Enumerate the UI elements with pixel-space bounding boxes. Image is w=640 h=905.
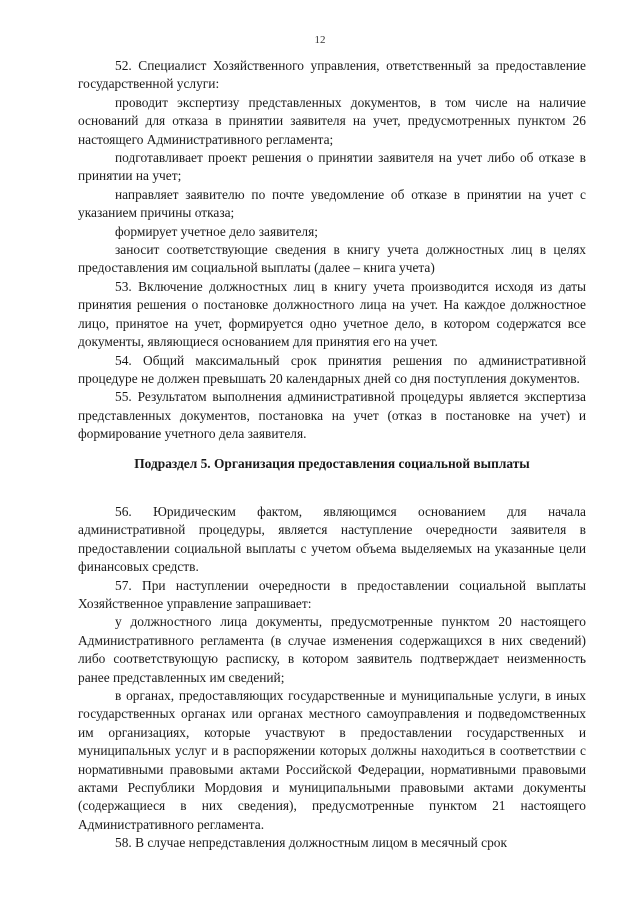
page-number: 12	[314, 34, 326, 46]
paragraph: в органах, предоставляющих государственные и муниципальные услуги, в иных государственных органах или органах местного самоуправления и подведомственных им организациях, которые участвуют в предоставлении государственных и муниципальных услуг и в распоряжении которых должны находиться в соответствии с нормативными правовыми актами Российской Федерации, нормативными правовыми актами Республики Мордовия и муниципальными правовыми актами документы (содержащиеся в них сведения), предусмотренные пунктом 21 настоящего Административного регламента.	[78, 688, 586, 832]
paragraph: 57. При наступлении очередности в предоставлении социальной выплаты Хозяйственное управление запрашивает:	[78, 577, 586, 611]
paragraph: 53. Включение должностных лиц в книгу учета производится исходя из даты принятия решения о постановке должностного лица на учет. На каждое должностное лицо, принятое на учет, формируется одно учетное дело, в котором содержатся все документы, являющиеся основанием для принятия его на учет.	[78, 278, 586, 350]
paragraph: 58. В случае непредставления должностным лицом в месячный срок	[115, 835, 508, 851]
paragraph: 52. Специалист Хозяйственного управления, ответственный за предоставление государственной услуги:	[78, 58, 586, 92]
section-heading: Подраздел 5. Организация предоставления социальной выплаты	[134, 455, 530, 471]
paragraph: проводит экспертизу представленных документов, в том числе на наличие оснований для отказа в принятии заявителя на учет, предусмотренных пунктом 26 настоящего Административного регламента;	[78, 94, 586, 147]
paragraph: направляет заявителю по почте уведомление об отказе в принятии на учет с указанием причины отказа;	[78, 186, 586, 221]
paragraph: заносит соответствующие сведения в книгу учета должностных лиц в целях предоставления им социальной выплаты (далее – книга учета)	[78, 242, 586, 276]
paragraph: у должностного лица документы, предусмотренные пунктом 20 настоящего Административного регламента (в случае изменения содержащихся в них сведений) либо соответствующую расписку, в котором заявитель подтверждает неизменность ранее представленных им сведений;	[78, 614, 586, 685]
paragraph: 55. Результатом выполнения административной процедуры является экспертиза представленных документов, постановка на учет (отказ в постановке на учет) и формирование учетного дела заявителя.	[78, 389, 586, 442]
paragraph: 54. Общий максимальный срок принятия решения по административной процедуре не должен превышать 20 календарных дней со дня поступления документов.	[78, 352, 586, 386]
document-body	[78, 57, 586, 853]
paragraph: подготавливает проект решения о принятии заявителя на учет либо об отказе в принятии на учет;	[78, 150, 586, 184]
paragraph: формирует учетное дело заявителя;	[115, 223, 318, 239]
paragraph: 56. Юридическим фактом, являющимся основанием для начала административной процедуры, является наступление очередности заявителя в предоставлении социальной выплаты с учетом объема выделяемых на указанные цели финансовых средств.	[78, 503, 586, 575]
